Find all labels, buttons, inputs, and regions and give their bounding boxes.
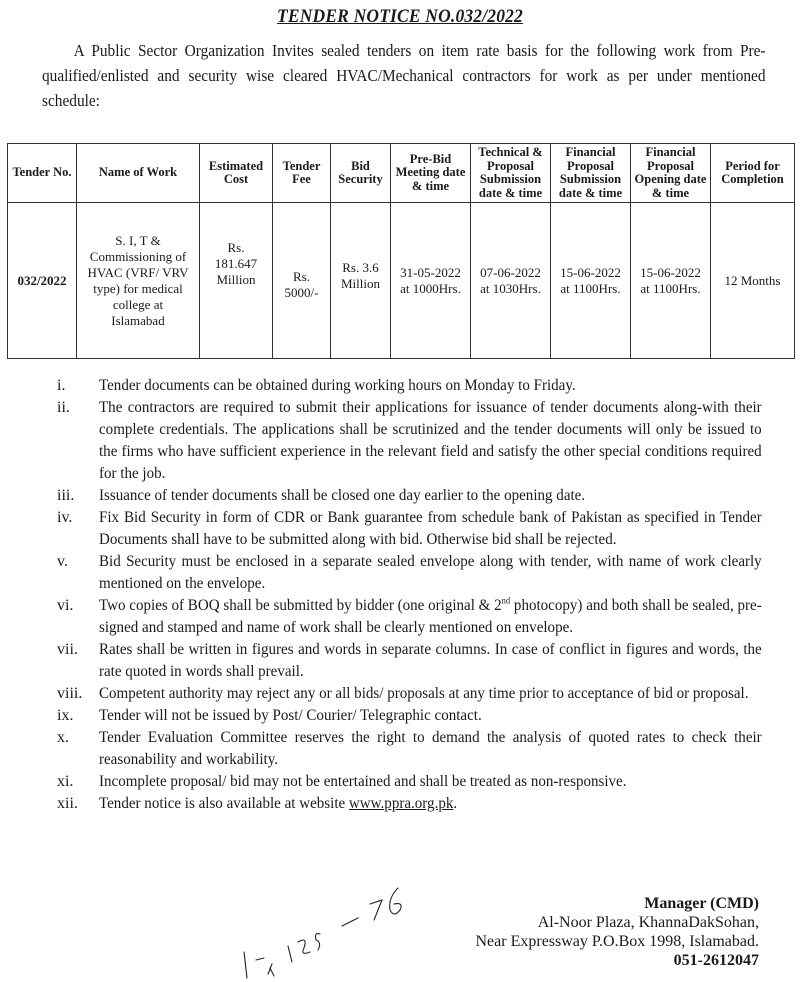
intro-paragraph: A Public Sector Organization Invites sealed tenders on item rate basis for the following work from Pre-qualified/enlisted and security wise cleared HVAC/Mechanical contractors for work as per under mentioned schedule: (42, 41, 766, 110)
condition-number: i. (57, 377, 66, 394)
table-row (8, 203, 795, 359)
condition-text-part: photocopy) and both shall be sealed, pre-signed and stamped and name of work shall be clearly mentioned on envelope. (99, 597, 762, 636)
cell-financial-submission: 15-06-2022 at 1100Hrs. (551, 203, 631, 359)
condition-item (0, 705, 762, 727)
condition-number: vi. (57, 597, 74, 614)
conditions-list (0, 375, 800, 815)
cell-pre-bid: 31-05-2022 at 1000Hrs. (391, 203, 471, 359)
condition-number: xii. (57, 795, 78, 812)
header-pre-bid: Pre-Bid Meeting date & time (391, 144, 471, 203)
condition-text: Tender Evaluation Committee reserves the right to demand the analysis of quoted rates to check their reasonability and workability. (99, 729, 762, 768)
header-estimated-cost: Estimated Cost (200, 144, 273, 203)
condition-item (0, 793, 762, 815)
condition-number: ii. (57, 399, 70, 416)
condition-text-part: Tender notice is also available at website (99, 795, 349, 812)
cell-technical-submission: 07-06-2022 at 1030Hrs. (471, 203, 551, 359)
website-link[interactable]: www.ppra.org.pk (348, 795, 454, 812)
condition-text: Rates shall be written in figures and words in separate columns. In case of conflict in figures and words, the rate quoted in words shall prevail. (99, 641, 762, 680)
header-period: Period for Completion (711, 144, 795, 203)
header-name-of-work: Name of Work (77, 144, 200, 203)
notice-title: TENDER NOTICE NO.032/2022 (277, 6, 523, 27)
condition-text: Incomplete proposal/ bid may not be entertained and shall be treated as non-responsive. (99, 773, 627, 790)
condition-number: ix. (57, 707, 74, 724)
condition-text: Bid Security must be enclosed in a separate sealed envelope along with tender, with name of work clearly mentioned on the envelope. (99, 553, 762, 592)
cell-financial-opening: 15-06-2022 at 1100Hrs. (631, 203, 711, 359)
condition-item (0, 485, 762, 507)
condition-number: iii. (57, 487, 75, 504)
header-financial-opening: Financial Proposal Opening date & time (631, 144, 711, 203)
address-line-2: Near Expressway P.O.Box 1998, Islamabad. (475, 933, 759, 950)
table-header-row (8, 144, 795, 203)
condition-item (0, 397, 762, 485)
condition-text: Tender documents can be obtained during working hours on Monday to Friday. (99, 377, 576, 394)
cell-estimated-cost: Rs. 181.647 Million (200, 203, 273, 359)
condition-text: Issuance of tender documents shall be closed one day earlier to the opening date. (99, 487, 586, 504)
phone-number: 051-2612047 (673, 952, 759, 969)
header-financial-submission: Financial Proposal Submission date & time (551, 144, 631, 203)
header-bid-security: Bid Security (331, 144, 391, 203)
cell-period: 12 Months (711, 203, 795, 359)
condition-text-part: Two copies of BOQ shall be submitted by bidder (one original & 2 (99, 597, 502, 614)
condition-item (0, 727, 762, 771)
header-technical-submission: Technical & Proposal Submission date & time (471, 144, 551, 203)
condition-item (0, 375, 762, 397)
signatory-designation: Manager (CMD) (644, 895, 759, 912)
condition-item (0, 639, 762, 683)
handwritten-annotation (230, 880, 420, 980)
header-tender-no: Tender No. (8, 144, 77, 203)
header-tender-fee: Tender Fee (273, 144, 331, 203)
condition-number: viii. (57, 685, 83, 702)
condition-item (0, 771, 762, 793)
condition-item (0, 507, 762, 551)
condition-text: The contractors are required to submit their applications for issuance of tender documents along-with their complete credentials. The applications shall be scrutinized and the tender documents will only be issued to the firms who have sufficient experience in the relevant field and satisfy the other special conditions required for the job. (99, 399, 762, 482)
cell-tender-no: 032/2022 (8, 203, 77, 359)
condition-item (0, 595, 762, 639)
condition-number: vii. (57, 641, 78, 658)
condition-text (99, 793, 762, 815)
condition-number: iv. (57, 509, 73, 526)
condition-number: x. (57, 729, 69, 746)
cell-name-of-work: S. I, T & Commissioning of HVAC (VRF/ VRV type) for medical college at Islamabad (77, 203, 200, 359)
signature-block (476, 894, 760, 970)
condition-text: Tender will not be issued by Post/ Courier/ Telegraphic contact. (99, 707, 482, 724)
address-line-1: Al-Noor Plaza, KhannaDakSohan, (537, 914, 759, 931)
condition-text (99, 595, 762, 639)
cell-tender-fee: Rs. 5000/- (273, 203, 331, 359)
condition-number: v. (57, 553, 68, 570)
tender-schedule-table (7, 143, 795, 359)
condition-item (0, 683, 762, 705)
condition-text: Fix Bid Security in form of CDR or Bank guarantee from schedule bank of Pakistan as specified in Tender Documents shall have to be submitted along with bid. Otherwise bid shall be rejected. (99, 509, 762, 548)
condition-item (0, 551, 762, 595)
condition-text-part: . (453, 795, 458, 812)
cell-bid-security: Rs. 3.6 Million (331, 203, 391, 359)
condition-text: Competent authority may reject any or all bids/ proposals at any time prior to acceptance of bid or proposal. (99, 685, 749, 702)
ordinal-superscript: nd (501, 595, 511, 606)
condition-number: xi. (57, 773, 74, 790)
